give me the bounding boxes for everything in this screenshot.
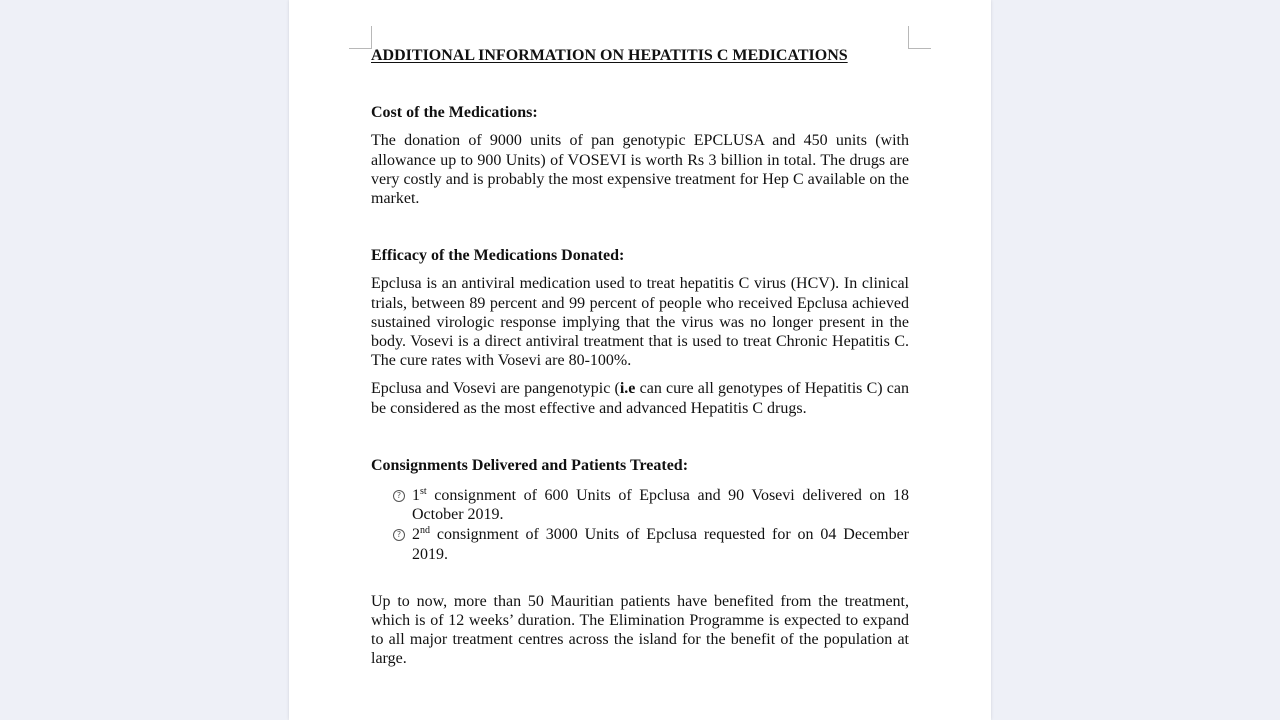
- list-item-text: consignment of 3000 Units of Epclusa requested for on 04 December 2019.: [412, 526, 909, 563]
- list-item: [371, 525, 909, 563]
- list-item: [371, 486, 909, 524]
- list-item-number: 1: [412, 487, 420, 505]
- consignment-list: [371, 486, 909, 564]
- paragraph-efficacy-2-end: can cure all genotypes of Hepatitis C) can be considered as the most effective and advanced Hepatitis C drugs.: [371, 380, 910, 417]
- crop-mark-top-left: [349, 26, 372, 49]
- section-heading-cost: Cost of the Medications:: [371, 104, 538, 122]
- document-title: ADDITIONAL INFORMATION ON HEPATITIS C MEDICATIONS: [371, 47, 848, 64]
- paragraph-cost: The donation of 9000 units of pan genotypic EPCLUSA and 450 units (with allowance up to 900 Units) of VOSEVI is worth Rs 3 billion in total. The drugs are very costly and is probably the most expensive treatment for Hep C available on the market.: [371, 132, 909, 208]
- paragraph-efficacy-2: [371, 379, 909, 417]
- paragraph-closing: Up to now, more than 50 Mauritian patients have benefited from the treatment, which is of 12 weeks’ duration. The Elimination Programme is expected to expand to all major treatment centres across the island for the benefit of the population at large.: [371, 592, 909, 668]
- bullet-icon: ?: [393, 490, 405, 502]
- document-page[interactable]: [289, 0, 991, 720]
- bullet-icon: ?: [393, 529, 405, 541]
- crop-mark-top-right: [908, 26, 931, 49]
- paragraph-efficacy-1: Epclusa is an antiviral medication used to treat hepatitis C virus (HCV). In clinical trials, between 89 percent and 99 percent of people who received Epclusa achieved sustained virologic response implying that the virus was no longer present in the body. Vosevi is a direct antiviral treatment that is used to treat Chronic Hepatitis C. The cure rates with Vosevi are 80-100%.: [371, 275, 909, 370]
- document-body: [371, 46, 909, 669]
- list-item-ordinal: st: [420, 486, 427, 498]
- section-heading-consignments: Consignments Delivered and Patients Treated:: [371, 456, 689, 474]
- list-item-ordinal: nd: [420, 525, 430, 537]
- section-heading-efficacy: Efficacy of the Medications Donated:: [371, 247, 625, 265]
- paragraph-efficacy-2-start: Epclusa and Vosevi are pangenotypic (: [371, 380, 620, 398]
- paragraph-efficacy-2-bold: i.e: [619, 380, 636, 398]
- list-item-text: consignment of 600 Units of Epclusa and 90 Vosevi delivered on 18 October 2019.: [412, 487, 909, 524]
- list-item-number: 2: [412, 526, 420, 544]
